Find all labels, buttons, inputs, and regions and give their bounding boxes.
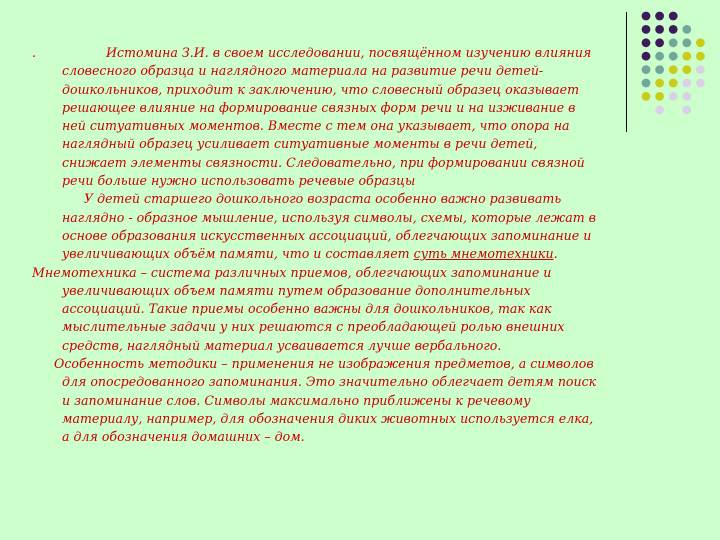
decorative-dot [682, 52, 691, 61]
paragraph-marker: . [32, 45, 37, 60]
decorative-dot [642, 65, 651, 74]
decorative-dot [669, 52, 678, 61]
decorative-dot [669, 25, 678, 34]
paragraph-mnemonics-definition [32, 264, 602, 355]
decorative-dot [642, 79, 651, 88]
decorative-dot [655, 105, 664, 114]
decorative-dot [696, 79, 705, 88]
decorative-dot [655, 79, 664, 88]
decorative-dot [642, 52, 651, 61]
decorative-dot [696, 38, 705, 47]
decorative-dot [669, 65, 678, 74]
decorative-vertical-line [626, 12, 627, 132]
decorative-dot [682, 38, 691, 47]
decorative-dot [682, 79, 691, 88]
decorative-dot [655, 12, 664, 21]
decorative-dot [696, 65, 705, 74]
decorative-dot [682, 25, 691, 34]
slide-text-body [32, 44, 602, 447]
decorative-dot [682, 105, 691, 114]
decorative-dot [682, 92, 691, 101]
decorative-dot [655, 52, 664, 61]
mnemonics-essence-link[interactable]: суть мнемотехники [413, 246, 554, 262]
decorative-dot [655, 92, 664, 101]
decorative-dot [642, 92, 651, 101]
decorative-dot [669, 79, 678, 88]
decorative-dot [655, 65, 664, 74]
decorative-dot [682, 65, 691, 74]
paragraph-older-preschool-text: У детей старшего дошкольного возраста особенно важно развивать наглядно - образное мышление, используя символы, схемы, которые лежат в основе образования искусственных ассоциаций, облегчающих запоминание и увеличивающих объём памяти, что и составляет [62, 191, 596, 262]
decorative-dot [642, 38, 651, 47]
decorative-dot [655, 25, 664, 34]
decorative-dot [669, 92, 678, 101]
decorative-dot [669, 12, 678, 21]
paragraph-mnemonics-definition-text: Мнемотехника – система различных приемов, облегчающих запоминание и увеличивающих объем памяти путем образование дополнительных ассоциаций. Такие приемы особенно важны для дошкольников, так как мыслительные задачи у них решаются с преобладающей ролью внешних средств, наглядный материал усваивается лучше вербального. [32, 264, 565, 353]
paragraph-older-preschool [32, 190, 602, 263]
decorative-dot [696, 52, 705, 61]
paragraph-method-features-text: Особенность методики – применения не изображения предметов, а символов для опосредованного запоминания. Это значительно облегчает детям поиск и запоминание слов. Символы максимально приближены к речевому материалу, например, для обозначения диких животных используется елка, а для обозначения домашних – дом. [54, 356, 597, 445]
paragraph-end-period: . [553, 246, 558, 262]
paragraph-istomina [32, 44, 602, 190]
decorative-dot [655, 38, 664, 47]
decorative-dot [642, 12, 651, 21]
decorative-dot [669, 38, 678, 47]
paragraph-istomina-text: Истомина З.И. в своем исследовании, посвящённом изучению влияния словесного образца и наглядного материала на развитие речи детей-дошкольников, приходит к заключению, что словесный образец оказывает решающее влияние на формирование связных форм речи и на изживание в ней ситуативных моментов. Вместе с тем она указывает, что опора на наглядный образец усиливает ситуативные моменты в речи детей, снижает элементы связности. Следовательно, при формировании связной речи больше нужно использовать речевые образцы [62, 45, 592, 189]
decorative-dot [642, 25, 651, 34]
paragraph-method-features [32, 355, 602, 446]
